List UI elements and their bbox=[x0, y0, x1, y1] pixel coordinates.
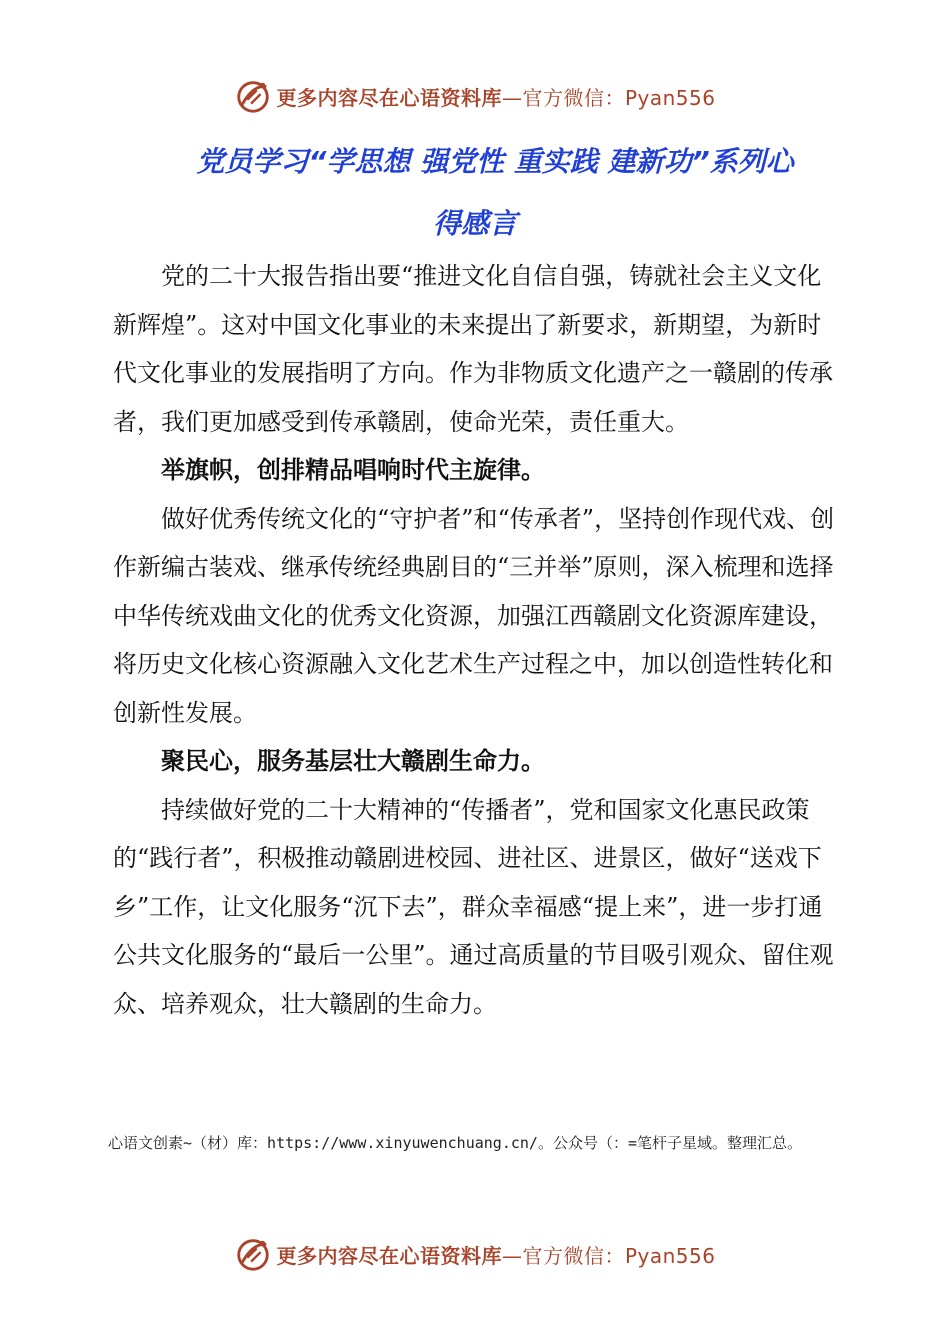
banner-contact: —官方微信：Pyan556 bbox=[501, 85, 716, 110]
banner-text: 更多内容尽在心语资料库 bbox=[276, 1243, 502, 1268]
paragraph-section-2: 持续做好党的二十大精神的“传播者”，党和国家文化惠民政策的“践行者”，积极推动赣剧进校园、进社区、进景区，做好“送戏下乡”工作，让文化服务“沉下去”，群众幸福感“提上来”，进一步打通公共文化服务的“最后一公里”。通过高质量的节目吸引观众、留住观众、培养观众，壮大赣剧的生命力。 bbox=[113, 795, 834, 1018]
banner-text: 更多内容尽在心语资料库 bbox=[276, 85, 502, 110]
logo-icon bbox=[234, 77, 272, 115]
paragraph-intro: 党的二十大报告指出要“推进文化自信自强，铸就社会主义文化新辉煌”。这对中国文化事业的未来提出了新要求，新期望，为新时代文化事业的发展指明了方向。作为非物质文化遗产之一赣剧的传承者，我们更加感受到传承赣剧，使命光荣，责任重大。 bbox=[113, 262, 833, 436]
source-footnote: 心语文创素~（材）库：https://www.xinyuwenchuang.cn/。公众号（：=笔杆子星域。整理汇总。 bbox=[108, 1134, 802, 1152]
banner-contact: —官方微信：Pyan556 bbox=[501, 1243, 716, 1268]
logo-icon bbox=[234, 1235, 272, 1273]
section-heading-1: 举旗帜，创排精品唱响时代主旋律。 bbox=[161, 455, 545, 484]
paragraph-section-1: 做好优秀传统文化的“守护者”和“传承者”，坚持创作现代戏、创作新编古装戏、继承传统经典剧目的“三并举”原则，深入梳理和选择中华传统戏曲文化的优秀文化资源，加强江西赣剧文化资源库建设，将历史文化核心资源融入文化艺术生产过程之中，加以创造性转化和创新性发展。 bbox=[113, 504, 835, 727]
section-heading-2: 聚民心，服务基层壮大赣剧生命力。 bbox=[161, 746, 545, 775]
header-banner bbox=[0, 76, 950, 116]
document-body bbox=[113, 252, 837, 1028]
document-title-line1: 党员学习“学思想 强党性 重实践 建新功”系列心 bbox=[196, 145, 794, 178]
footer-banner bbox=[0, 1234, 950, 1274]
document-title-line2: 得感言 bbox=[432, 207, 517, 240]
